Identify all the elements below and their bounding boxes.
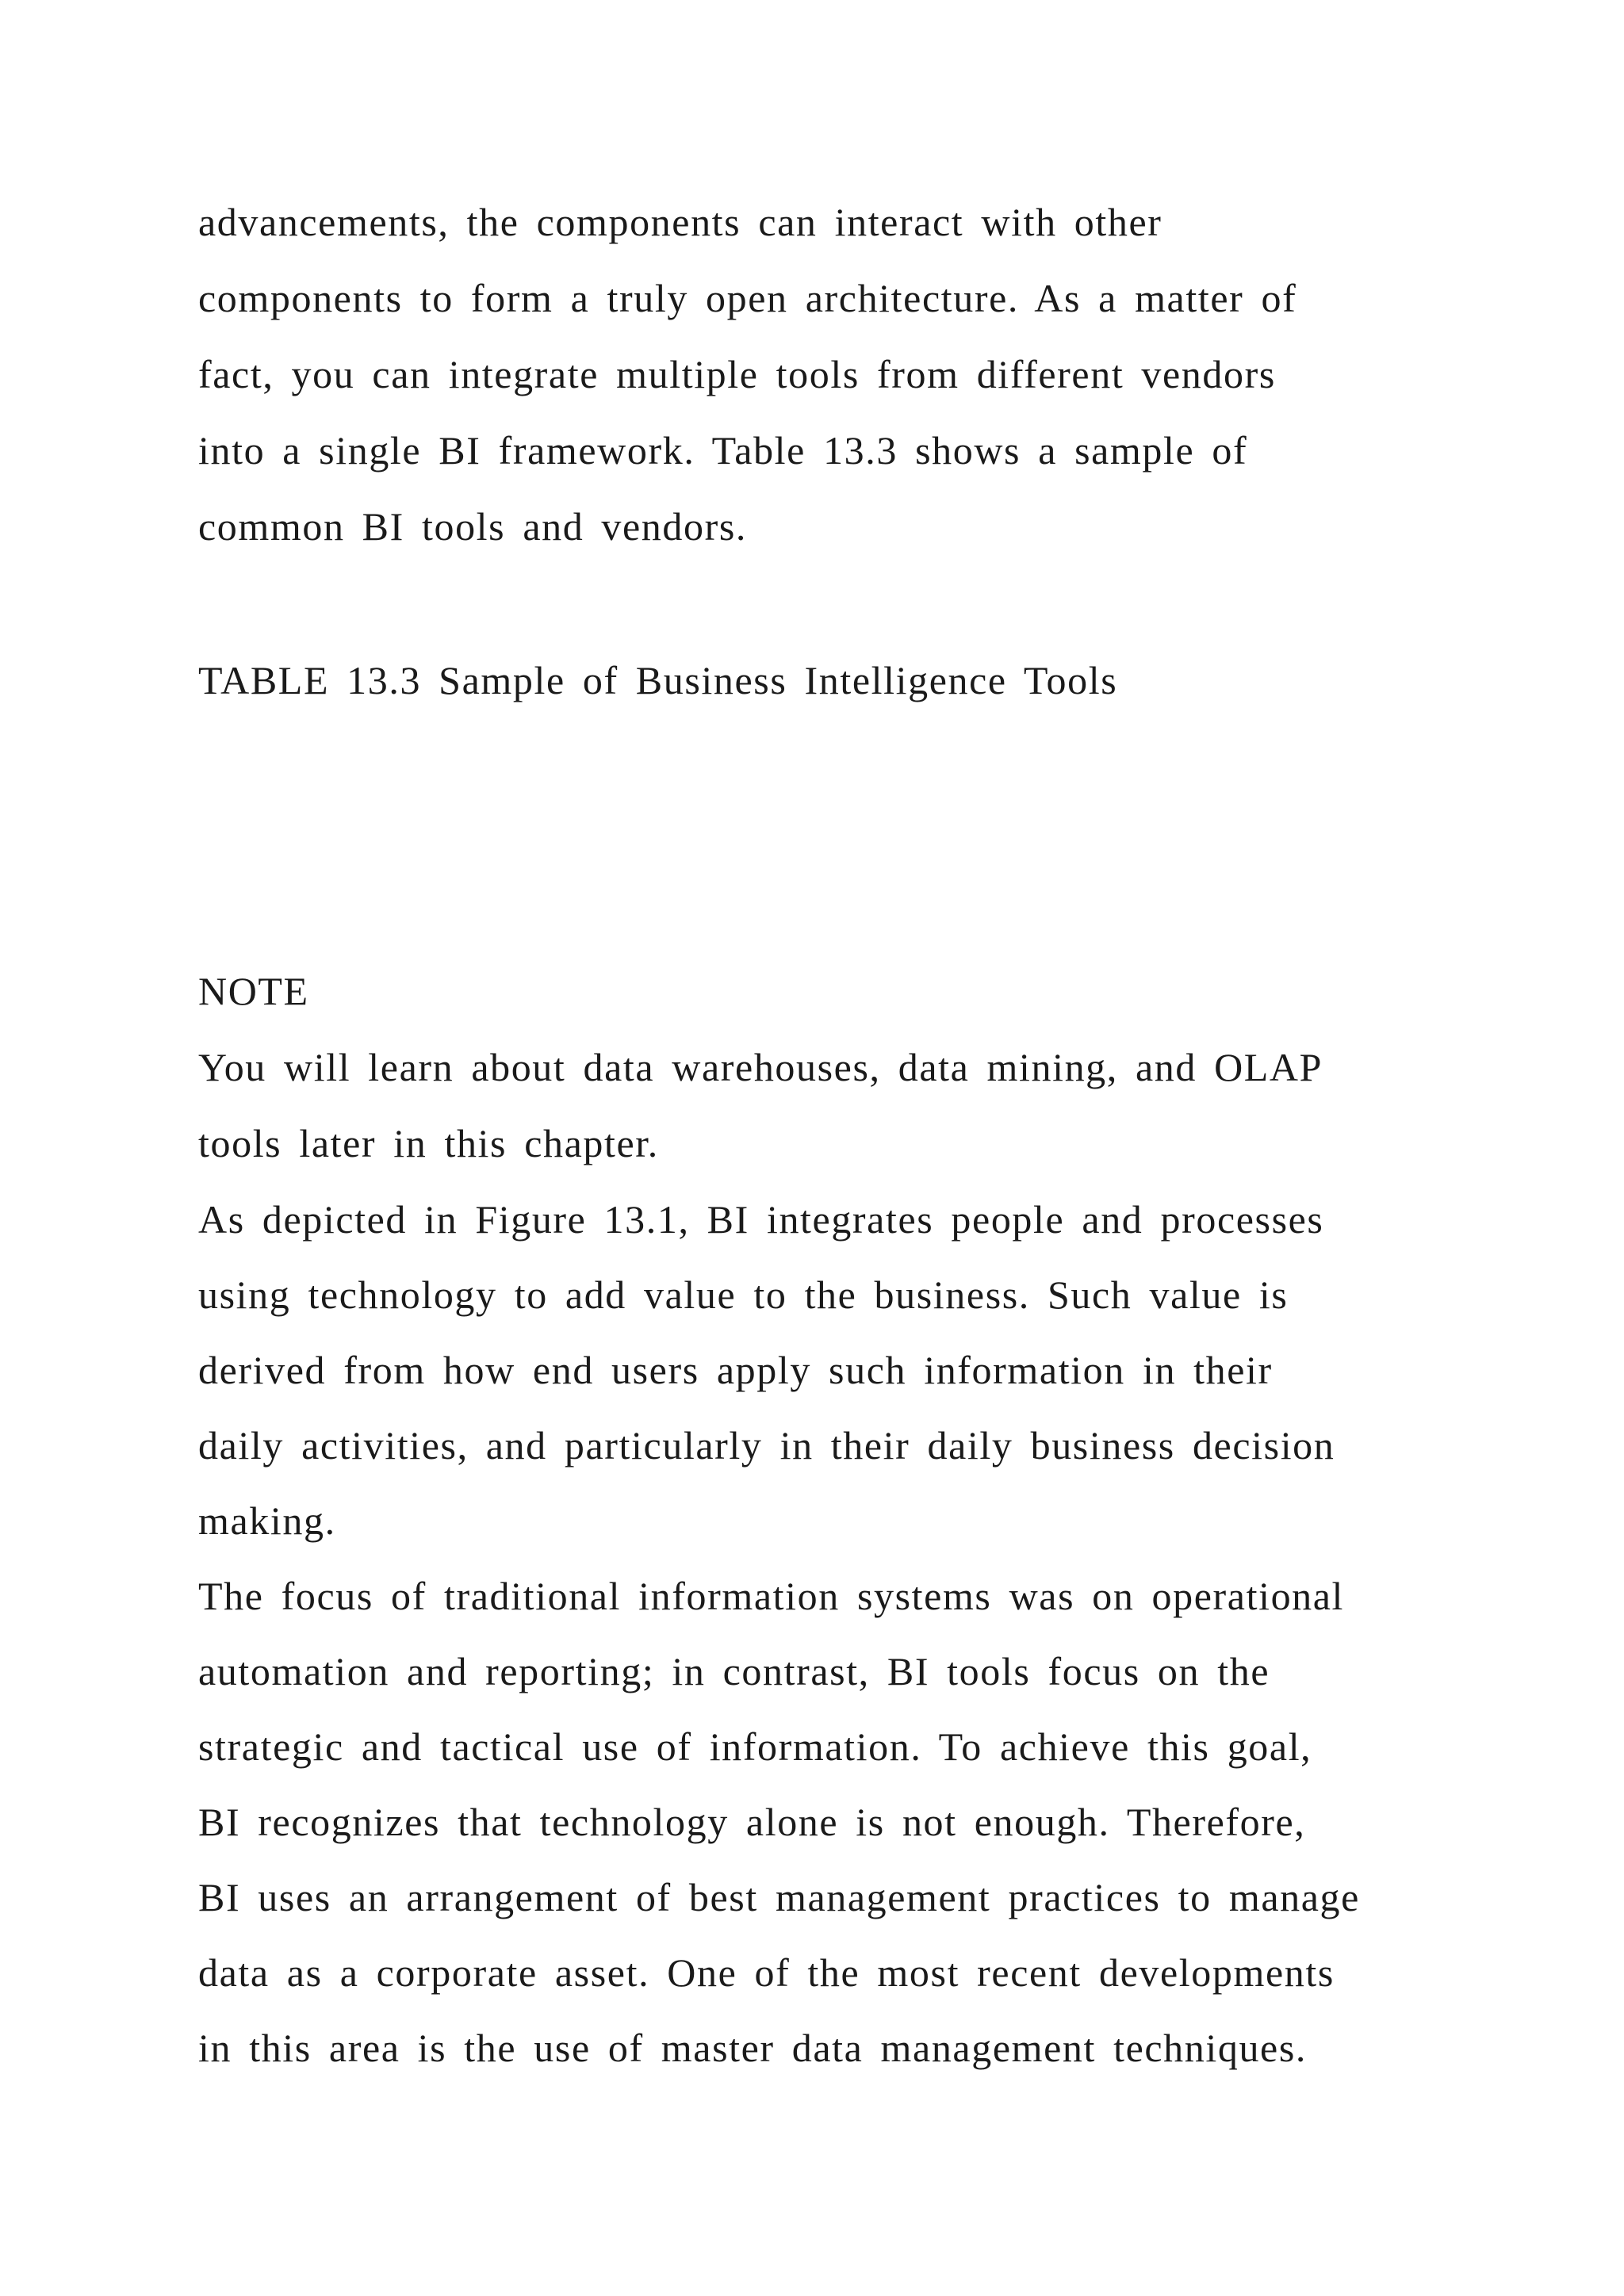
- body-text-line: into a single BI framework. Table 13.3 shows a sample of: [198, 428, 1248, 473]
- body-text-line: The focus of traditional information systems was on operational: [198, 1574, 1345, 1618]
- note-text-line: tools later in this chapter.: [198, 1121, 659, 1165]
- table-caption: TABLE 13.3 Sample of Business Intelligence Tools: [198, 658, 1118, 702]
- body-text-line: BI uses an arrangement of best management practices to manage: [198, 1875, 1360, 1919]
- body-text-line: data as a corporate asset. One of the most recent developments: [198, 1950, 1335, 1995]
- body-text-line: common BI tools and vendors.: [198, 504, 748, 549]
- body-text-line: in this area is the use of master data management techniques.: [198, 2026, 1308, 2070]
- body-text-line: automation and reporting; in contrast, BI tools focus on the: [198, 1649, 1270, 1693]
- body-text-line: strategic and tactical use of information. To achieve this goal,: [198, 1724, 1312, 1769]
- body-text-line: using technology to add value to the business. Such value is: [198, 1272, 1289, 1317]
- note-heading: NOTE: [198, 969, 309, 1013]
- body-text-line: making.: [198, 1498, 336, 1543]
- body-text-line: daily activities, and particularly in their daily business decision: [198, 1423, 1335, 1468]
- body-text-line: As depicted in Figure 13.1, BI integrates people and processes: [198, 1197, 1324, 1242]
- body-text-line: fact, you can integrate multiple tools from different vendors: [198, 352, 1276, 396]
- body-text-line: BI recognizes that technology alone is not enough. Therefore,: [198, 1800, 1306, 1844]
- body-text-line: components to form a truly open architecture. As a matter of: [198, 276, 1297, 320]
- body-text-line: derived from how end users apply such information in their: [198, 1348, 1273, 1392]
- body-text-line: advancements, the components can interact with other: [198, 200, 1162, 244]
- note-text-line: You will learn about data warehouses, data mining, and OLAP: [198, 1045, 1323, 1089]
